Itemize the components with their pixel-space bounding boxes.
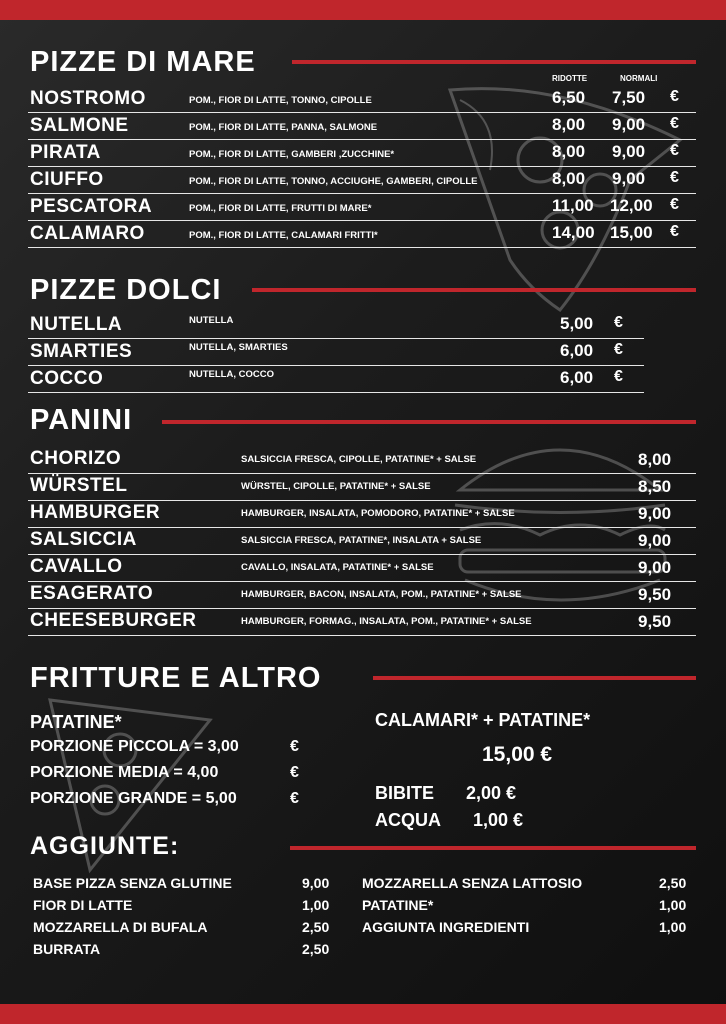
item-description: POM., FIOR DI LATTE, TONNO, CIPOLLE — [189, 95, 372, 106]
price-normali: 9,00 — [612, 142, 646, 161]
porzione-label: PORZIONE GRANDE = 5,00 — [30, 790, 237, 807]
item-description: WÜRSTEL, CIPOLLE, PATATINE* + SALSE — [241, 481, 431, 492]
currency-symbol: € — [670, 196, 679, 213]
item-description: CAVALLO, INSALATA, PATATINE* + SALSE — [241, 562, 434, 573]
row-separator — [28, 392, 644, 393]
calamari-price: 15,00 € — [482, 743, 553, 766]
price-ridotte: 6,50 — [552, 88, 586, 107]
acqua-price: 1,00 € — [473, 810, 524, 830]
aggiunta-name: BASE PIZZA SENZA GLUTINE — [33, 875, 232, 891]
item-description: HAMBURGER, BACON, INSALATA, POM., PATATINE* + SALSE — [241, 589, 522, 600]
price-normali: 15,00 — [610, 223, 653, 242]
currency-symbol: € — [670, 142, 679, 159]
title-underline — [252, 288, 696, 292]
top-red-bar — [0, 0, 726, 20]
aggiunta-name: MOZZARELLA SENZA LATTOSIO — [362, 875, 583, 891]
aggiunta-price: 2,50 — [302, 941, 330, 957]
item-name: COCCO — [30, 368, 104, 389]
acqua-label: ACQUA — [375, 810, 441, 830]
item-description: SALSICCIA FRESCA, PATATINE*, INSALATA + SALSE — [241, 535, 482, 546]
item-price: 9,00 — [638, 504, 672, 523]
currency-symbol: € — [614, 341, 623, 358]
item-name: SALSICCIA — [30, 529, 137, 550]
col-header-normali: NORMALI — [620, 74, 658, 83]
item-name: SMARTIES — [30, 341, 133, 362]
price-ridotte: 11,00 — [552, 196, 594, 215]
currency-symbol: € — [290, 790, 299, 807]
row-separator — [28, 527, 696, 528]
section-title-pizze-dolci: PIZZE DOLCI — [30, 274, 222, 306]
currency-symbol: € — [614, 368, 623, 385]
aggiunta-name: PATATINE* — [362, 897, 434, 913]
item-description: POM., FIOR DI LATTE, FRUTTI DI MARE* — [189, 203, 372, 214]
item-name: NOSTROMO — [30, 88, 146, 109]
row-separator — [28, 635, 696, 636]
row-separator — [28, 247, 696, 248]
row-separator — [28, 608, 696, 609]
price-normali: 9,00 — [612, 115, 646, 134]
price-ridotte: 8,00 — [552, 115, 586, 134]
item-name: CAVALLO — [30, 556, 123, 577]
bottom-red-bar — [0, 1004, 726, 1024]
item-description: POM., FIOR DI LATTE, CALAMARI FRITTI* — [189, 230, 378, 241]
row-separator — [28, 112, 696, 113]
item-description: NUTELLA, COCCO — [189, 369, 274, 380]
calamari-title: CALAMARI* + PATATINE* — [375, 710, 591, 730]
item-description: POM., FIOR DI LATTE, PANNA, SALMONE — [189, 122, 378, 133]
currency-symbol: € — [290, 764, 299, 781]
row-separator — [28, 139, 696, 140]
title-underline — [292, 60, 696, 64]
section-title-fritture: FRITTURE E ALTRO — [30, 662, 322, 694]
item-description: POM., FIOR DI LATTE, GAMBERI ,ZUCCHINE* — [189, 149, 395, 160]
row-separator — [28, 554, 696, 555]
item-name: HAMBURGER — [30, 502, 161, 523]
row-separator — [28, 166, 696, 167]
item-price: 5,00 — [560, 314, 594, 333]
aggiunta-price: 1,00 — [659, 897, 687, 913]
row-separator — [28, 473, 696, 474]
currency-symbol: € — [614, 314, 623, 331]
porzione-label: PORZIONE PICCOLA = 3,00 — [30, 738, 239, 755]
title-underline — [290, 846, 696, 850]
row-separator — [28, 220, 696, 221]
aggiunta-price: 9,00 — [302, 875, 330, 891]
item-price: 8,00 — [638, 450, 672, 469]
porzione-label: PORZIONE MEDIA = 4,00 — [30, 764, 219, 781]
price-ridotte: 8,00 — [552, 169, 586, 188]
item-price: 9,00 — [638, 558, 672, 577]
item-name: CHORIZO — [30, 448, 122, 469]
item-name: CHEESEBURGER — [30, 610, 197, 631]
item-name: PIRATA — [30, 142, 101, 163]
item-name: CALAMARO — [30, 223, 145, 244]
bibite-label: BIBITE — [375, 783, 435, 803]
item-price: 6,00 — [560, 368, 594, 387]
item-price: 9,00 — [638, 531, 672, 550]
col-header-ridotte: RIDOTTE — [552, 74, 588, 83]
item-price: 9,50 — [638, 585, 672, 604]
price-normali: 12,00 — [610, 196, 653, 215]
currency-symbol: € — [290, 738, 299, 755]
aggiunta-price: 2,50 — [302, 919, 330, 935]
item-name: SALMONE — [30, 115, 129, 136]
section-title-aggiunte: AGGIUNTE: — [30, 832, 180, 860]
aggiunta-price: 1,00 — [659, 919, 687, 935]
item-name: NUTELLA — [30, 314, 123, 335]
price-ridotte: 8,00 — [552, 142, 586, 161]
item-description: NUTELLA — [189, 315, 234, 326]
currency-symbol: € — [670, 223, 679, 240]
item-price: 8,50 — [638, 477, 672, 496]
title-underline — [162, 420, 696, 424]
price-normali: 9,00 — [612, 169, 646, 188]
currency-symbol: € — [670, 115, 679, 132]
row-separator — [28, 338, 644, 339]
currency-symbol: € — [670, 169, 679, 186]
item-description: POM., FIOR DI LATTE, TONNO, ACCIUGHE, GAMBERI, CIPOLLE — [189, 176, 478, 187]
item-price: 6,00 — [560, 341, 594, 360]
row-separator — [28, 365, 644, 366]
item-price: 9,50 — [638, 612, 672, 631]
item-name: PESCATORA — [30, 196, 153, 217]
item-description: HAMBURGER, FORMAG., INSALATA, POM., PATATINE* + SALSE — [241, 616, 532, 627]
aggiunta-name: BURRATA — [33, 941, 101, 957]
item-description: HAMBURGER, INSALATA, POMODORO, PATATINE* + SALSE — [241, 508, 515, 519]
price-ridotte: 14,00 — [552, 223, 595, 242]
patatine-title: PATATINE* — [30, 712, 122, 732]
section-title-pizze-mare: PIZZE DI MARE — [30, 46, 256, 78]
aggiunta-name: MOZZARELLA DI BUFALA — [33, 919, 208, 935]
item-name: WÜRSTEL — [30, 475, 128, 496]
item-name: ESAGERATO — [30, 583, 154, 604]
row-separator — [28, 581, 696, 582]
aggiunta-name: AGGIUNTA INGREDIENTI — [362, 919, 530, 935]
aggiunta-name: FIOR DI LATTE — [33, 897, 133, 913]
aggiunta-price: 2,50 — [659, 875, 687, 891]
item-name: CIUFFO — [30, 169, 104, 190]
aggiunta-price: 1,00 — [302, 897, 330, 913]
price-normali: 7,50 — [612, 88, 646, 107]
title-underline — [373, 676, 696, 680]
row-separator — [28, 500, 696, 501]
section-title-panini: PANINI — [30, 404, 133, 436]
row-separator — [28, 193, 696, 194]
currency-symbol: € — [670, 88, 679, 105]
bibite-price: 2,00 € — [466, 783, 517, 803]
item-description: NUTELLA, SMARTIES — [189, 342, 288, 353]
item-description: SALSICCIA FRESCA, CIPOLLE, PATATINE* + SALSE — [241, 454, 477, 465]
